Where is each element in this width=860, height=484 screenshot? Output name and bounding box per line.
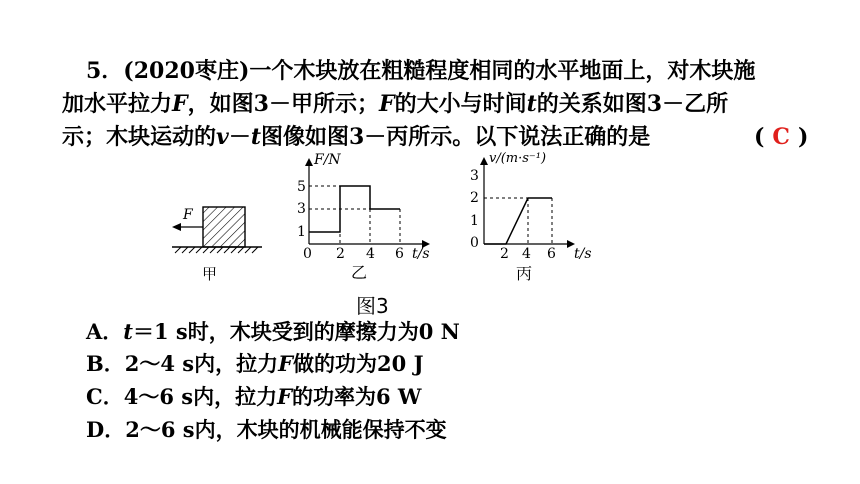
question-number: 5．(2020枣庄) xyxy=(86,58,250,84)
y-tick-label: 1 xyxy=(297,224,306,240)
paren-open: ( xyxy=(754,124,765,150)
option-text: 做的功为20 J xyxy=(293,351,424,376)
x-tick-label: 0 xyxy=(303,246,312,262)
x-tick-label: 4 xyxy=(522,246,531,262)
option-text: 4～6 s内，拉力 xyxy=(123,384,278,409)
variable-v: v xyxy=(216,124,229,150)
wooden-block xyxy=(203,207,245,247)
variable-t: t xyxy=(123,319,133,344)
option-letter: C． xyxy=(86,384,124,409)
variable-F: F xyxy=(277,384,292,409)
x-tick-label: 6 xyxy=(547,246,556,262)
question-text: 一个木块放在粗糙程度相同的水平地面上，对木块施 xyxy=(249,58,756,84)
x-tick-label: 6 xyxy=(395,246,404,262)
option-text: ＝1 s时，木块受到的摩擦力为0 N xyxy=(133,319,460,344)
text-run: 的关系如图3－乙所 xyxy=(536,91,729,117)
variable-F: F xyxy=(278,351,294,376)
variable-t: t xyxy=(526,91,537,117)
variable-t: t xyxy=(250,124,261,150)
caption-yi: 乙 xyxy=(351,263,368,282)
x-axis-label: t/s xyxy=(574,246,592,262)
option-d[interactable] xyxy=(86,416,447,444)
text-run: 加水平拉力 xyxy=(62,91,173,117)
text-run: 示；木块运动的 xyxy=(62,124,217,150)
option-letter: D． xyxy=(86,417,126,442)
y-tick-label: 5 xyxy=(297,179,306,195)
y-axis-arrow-icon xyxy=(480,157,488,165)
dashed-guides xyxy=(309,186,400,244)
option-letter: A． xyxy=(86,319,124,344)
text-run: 的大小与时间 xyxy=(394,91,527,117)
option-c[interactable] xyxy=(86,383,422,411)
y-tick-label: 2 xyxy=(470,190,479,206)
force-label: F xyxy=(183,207,193,223)
y-axis-label: F/N xyxy=(314,152,341,168)
text-run: ，如图3－甲所示； xyxy=(187,91,379,117)
x-tick-label: 2 xyxy=(500,246,509,262)
variable-F: F xyxy=(378,91,395,117)
option-text: 的功率为6 W xyxy=(292,384,422,409)
y-tick-label: 1 xyxy=(470,213,479,229)
answer-letter: C xyxy=(772,124,790,150)
y-tick-label: 0 xyxy=(470,235,479,251)
option-text: 2～4 s内，拉力 xyxy=(124,351,279,376)
caption-bing: 丙 xyxy=(516,264,533,283)
x-axis-label: t/s xyxy=(412,246,430,262)
variable-F: F xyxy=(172,91,188,117)
dashed-guides xyxy=(484,198,552,244)
arrow-head-icon xyxy=(172,223,181,231)
y-axis-arrow-icon xyxy=(305,158,313,166)
paren-close: ) xyxy=(797,124,809,150)
option-text: 2～6 s内，木块的机械能保持不变 xyxy=(125,417,447,442)
velocity-curve xyxy=(484,198,552,244)
y-tick-label: 3 xyxy=(470,168,479,184)
y-tick-label: 3 xyxy=(297,201,306,217)
figure-caption: 图3 xyxy=(356,294,389,318)
x-tick-label: 4 xyxy=(366,246,375,262)
option-a[interactable] xyxy=(86,318,460,346)
y-axis-label: v/(m·s⁻¹) xyxy=(489,151,547,166)
diagram-jia xyxy=(172,207,262,283)
graph-bing xyxy=(470,151,592,283)
caption-jia: 甲 xyxy=(202,265,218,283)
graph-yi xyxy=(297,152,430,282)
option-b[interactable] xyxy=(86,350,424,378)
text-run: 图像如图3－丙所示。以下说法正确的是 xyxy=(261,124,651,150)
x-tick-label: 2 xyxy=(336,246,345,262)
ground-hatch xyxy=(175,247,258,253)
text-run: － xyxy=(228,124,251,150)
option-letter: B． xyxy=(86,351,125,376)
